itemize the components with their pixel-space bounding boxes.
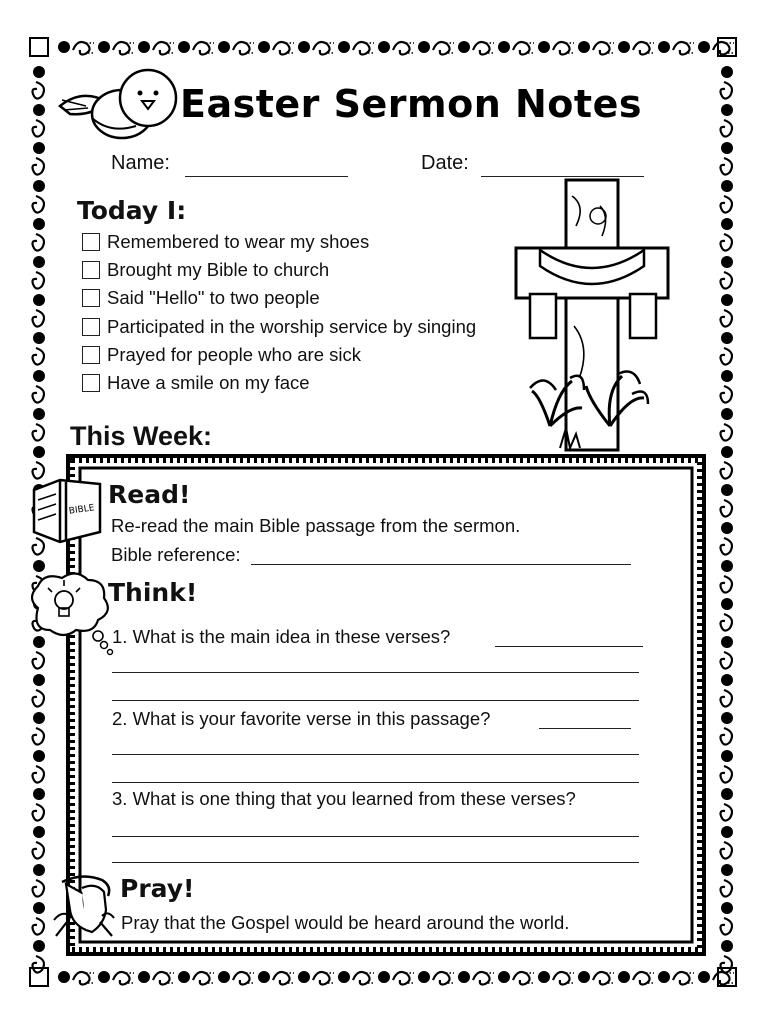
border-dot (298, 971, 310, 983)
border-swirl (721, 196, 733, 213)
border-swirl (721, 804, 733, 821)
border-swirl (673, 42, 690, 55)
border-dot (458, 971, 470, 983)
border-dot (338, 971, 350, 983)
checkbox[interactable] (82, 374, 100, 392)
border-dot (33, 902, 45, 914)
border-dot (498, 971, 510, 983)
border-swirl (673, 972, 690, 985)
question-3: 3. What is one thing that you learned from these verses? (112, 788, 576, 809)
border-swirl (721, 386, 733, 403)
checklist-item-label: Have a smile on my face (107, 372, 310, 393)
border-swirl (553, 42, 570, 55)
border-dot (618, 971, 630, 983)
border-swirl (353, 972, 370, 985)
border-dot (138, 971, 150, 983)
border-swirl (721, 766, 733, 783)
border-swirl (721, 120, 733, 137)
border-swirl (593, 972, 610, 985)
border-swirl (33, 842, 45, 859)
border-swirl (33, 272, 45, 289)
border-swirl (313, 42, 330, 55)
border-dot (721, 712, 733, 724)
checklist-item-label: Said "Hello" to two people (107, 287, 320, 308)
bible-reference-label: Bible reference: (111, 544, 241, 565)
border-dot (33, 712, 45, 724)
border-dot (418, 41, 430, 53)
border-dot (33, 370, 45, 382)
border-swirl (393, 972, 410, 985)
bird-icon (52, 68, 182, 148)
border-swirl (433, 972, 450, 985)
border-dot (658, 41, 670, 53)
border-dot (33, 332, 45, 344)
border-dot (721, 294, 733, 306)
border-swirl (153, 972, 170, 985)
border-swirl (33, 804, 45, 821)
border-dot (721, 66, 733, 78)
border-dot (721, 864, 733, 876)
border-dot (721, 598, 733, 610)
border-dot (721, 674, 733, 686)
answer-2-line-1[interactable] (112, 754, 639, 755)
border-dot (33, 218, 45, 230)
border-dot (721, 484, 733, 496)
border-swirl (721, 348, 733, 365)
border-swirl (721, 728, 733, 745)
answer-1-line-2[interactable] (112, 700, 639, 701)
border-swirl (33, 310, 45, 327)
border-swirl (33, 918, 45, 935)
border-swirl (721, 880, 733, 897)
border-dot (33, 294, 45, 306)
border-swirl (193, 972, 210, 985)
border-dot (338, 41, 350, 53)
border-swirl (433, 42, 450, 55)
border-swirl (33, 158, 45, 175)
border-swirl (721, 614, 733, 631)
border-dot (698, 41, 710, 53)
border-dot (33, 940, 45, 952)
cross-icon (510, 176, 675, 456)
border-swirl (233, 42, 250, 55)
border-swirl (721, 576, 733, 593)
border-swirl (233, 972, 250, 985)
question-1: 1. What is the main idea in these verses? (112, 626, 451, 647)
border-swirl (721, 424, 733, 441)
border-swirl (113, 972, 130, 985)
answer-1-line-0[interactable] (495, 646, 643, 647)
border-dot (458, 41, 470, 53)
border-swirl (33, 82, 45, 99)
checklist-item[interactable] (82, 315, 476, 339)
this-week-heading: This Week: (70, 421, 213, 451)
checklist-item-label: Prayed for people who are sick (107, 344, 361, 365)
border-dot (721, 180, 733, 192)
border-dot (33, 788, 45, 800)
checklist-item[interactable] (82, 343, 361, 367)
border-dot (98, 41, 110, 53)
border-swirl (313, 972, 330, 985)
border-dot (658, 971, 670, 983)
border-dot (33, 750, 45, 762)
bible-reference-field[interactable] (251, 564, 631, 565)
border-dot (721, 826, 733, 838)
border-swirl (193, 42, 210, 55)
border-dot (721, 522, 733, 534)
border-dot (721, 218, 733, 230)
border-dot (33, 408, 45, 420)
checklist-item[interactable] (82, 286, 320, 310)
border-dot (33, 826, 45, 838)
border-dot (698, 971, 710, 983)
checklist-item-label: Participated in the worship service by singing (107, 316, 477, 337)
answer-1-line-1[interactable] (112, 672, 639, 673)
page-title: Easter Sermon Notes (180, 82, 642, 126)
border-swirl (33, 424, 45, 441)
border-swirl (721, 652, 733, 669)
border-dot (578, 41, 590, 53)
border-dot (258, 971, 270, 983)
border-swirl (33, 234, 45, 251)
border-dot (218, 971, 230, 983)
answer-2-line-0[interactable] (539, 728, 631, 729)
border-swirl (33, 348, 45, 365)
border-dot (721, 560, 733, 572)
border-dot (618, 41, 630, 53)
border-dot (58, 41, 70, 53)
today-heading: Today I: (77, 196, 187, 225)
border-dot (33, 446, 45, 458)
border-swirl (721, 842, 733, 859)
border-swirl (473, 972, 490, 985)
border-swirl (513, 42, 530, 55)
border-swirl (33, 386, 45, 403)
border-dot (721, 902, 733, 914)
checklist-item-label: Remembered to wear my shoes (107, 231, 370, 252)
border-dot (721, 332, 733, 344)
pray-heading: Pray! (120, 874, 195, 903)
answer-2-line-2[interactable] (112, 782, 639, 783)
border-dot (721, 142, 733, 154)
checklist-item[interactable] (82, 230, 369, 254)
border-dot (538, 41, 550, 53)
border-swirl (721, 272, 733, 289)
checklist-item[interactable] (82, 258, 329, 282)
border-swirl (33, 196, 45, 213)
pray-text: Pray that the Gospel would be heard around the world. (121, 912, 570, 933)
checkbox[interactable] (82, 289, 100, 307)
border-dot (721, 636, 733, 648)
border-dot (58, 971, 70, 983)
border-dot (258, 41, 270, 53)
checkbox[interactable] (82, 233, 100, 251)
border-dot (178, 971, 190, 983)
question-2: 2. What is your favorite verse in this passage? (112, 708, 491, 729)
border-dot (721, 408, 733, 420)
border-swirl (593, 42, 610, 55)
answer-3-line-2[interactable] (112, 862, 639, 863)
read-heading: Read! (108, 480, 191, 509)
border-swirl (553, 972, 570, 985)
border-swirl (393, 42, 410, 55)
border-dot (33, 142, 45, 154)
border-swirl (721, 538, 733, 555)
border-swirl (513, 972, 530, 985)
border-swirl (33, 690, 45, 707)
border-dot (33, 180, 45, 192)
border-dot (378, 971, 390, 983)
border-swirl (33, 728, 45, 745)
praying-hands-icon (52, 870, 118, 938)
lightbulb-cloud-icon (24, 568, 114, 656)
border-dot (721, 788, 733, 800)
checkbox[interactable] (82, 318, 100, 336)
checklist-item[interactable] (82, 371, 310, 395)
border-dot (721, 750, 733, 762)
border-swirl (273, 42, 290, 55)
border-dot (33, 864, 45, 876)
read-instruction: Re-read the main Bible passage from the sermon. (111, 515, 521, 536)
border-dot (33, 674, 45, 686)
border-dot (498, 41, 510, 53)
border-dot (33, 104, 45, 116)
border-dot (721, 104, 733, 116)
bible-book-label: BIBLE (68, 503, 96, 517)
border-swirl (721, 690, 733, 707)
border-swirl (353, 42, 370, 55)
checkbox[interactable] (82, 346, 100, 364)
border-swirl (113, 42, 130, 55)
border-swirl (721, 500, 733, 517)
border-swirl (633, 972, 650, 985)
border-swirl (721, 462, 733, 479)
border-swirl (33, 120, 45, 137)
border-swirl (721, 918, 733, 935)
border-swirl (153, 42, 170, 55)
border-dot (138, 41, 150, 53)
corner-square (30, 968, 48, 986)
border-dot (33, 66, 45, 78)
date-label: Date: (421, 152, 469, 174)
border-dot (721, 446, 733, 458)
bible-icon (30, 476, 110, 544)
border-dot (378, 41, 390, 53)
border-dot (721, 370, 733, 382)
border-dot (578, 971, 590, 983)
border-dot (178, 41, 190, 53)
border-swirl (33, 880, 45, 897)
border-dot (538, 971, 550, 983)
name-field[interactable] (185, 176, 348, 177)
border-dot (98, 971, 110, 983)
think-heading: Think! (108, 578, 198, 607)
border-swirl (633, 42, 650, 55)
border-swirl (33, 766, 45, 783)
checklist-item-label: Brought my Bible to church (107, 259, 330, 280)
border-swirl (73, 42, 90, 55)
border-swirl (473, 42, 490, 55)
border-dot (33, 256, 45, 268)
answer-3-line-1[interactable] (112, 836, 639, 837)
checkbox[interactable] (82, 261, 100, 279)
name-label: Name: (111, 152, 170, 174)
border-dot (298, 41, 310, 53)
border-swirl (273, 972, 290, 985)
border-swirl (721, 234, 733, 251)
border-swirl (721, 158, 733, 175)
border-swirl (73, 972, 90, 985)
border-swirl (721, 82, 733, 99)
border-swirl (721, 310, 733, 327)
border-dot (418, 971, 430, 983)
border-dot (721, 256, 733, 268)
border-dot (218, 41, 230, 53)
corner-square (30, 38, 48, 56)
border-dot (721, 940, 733, 952)
